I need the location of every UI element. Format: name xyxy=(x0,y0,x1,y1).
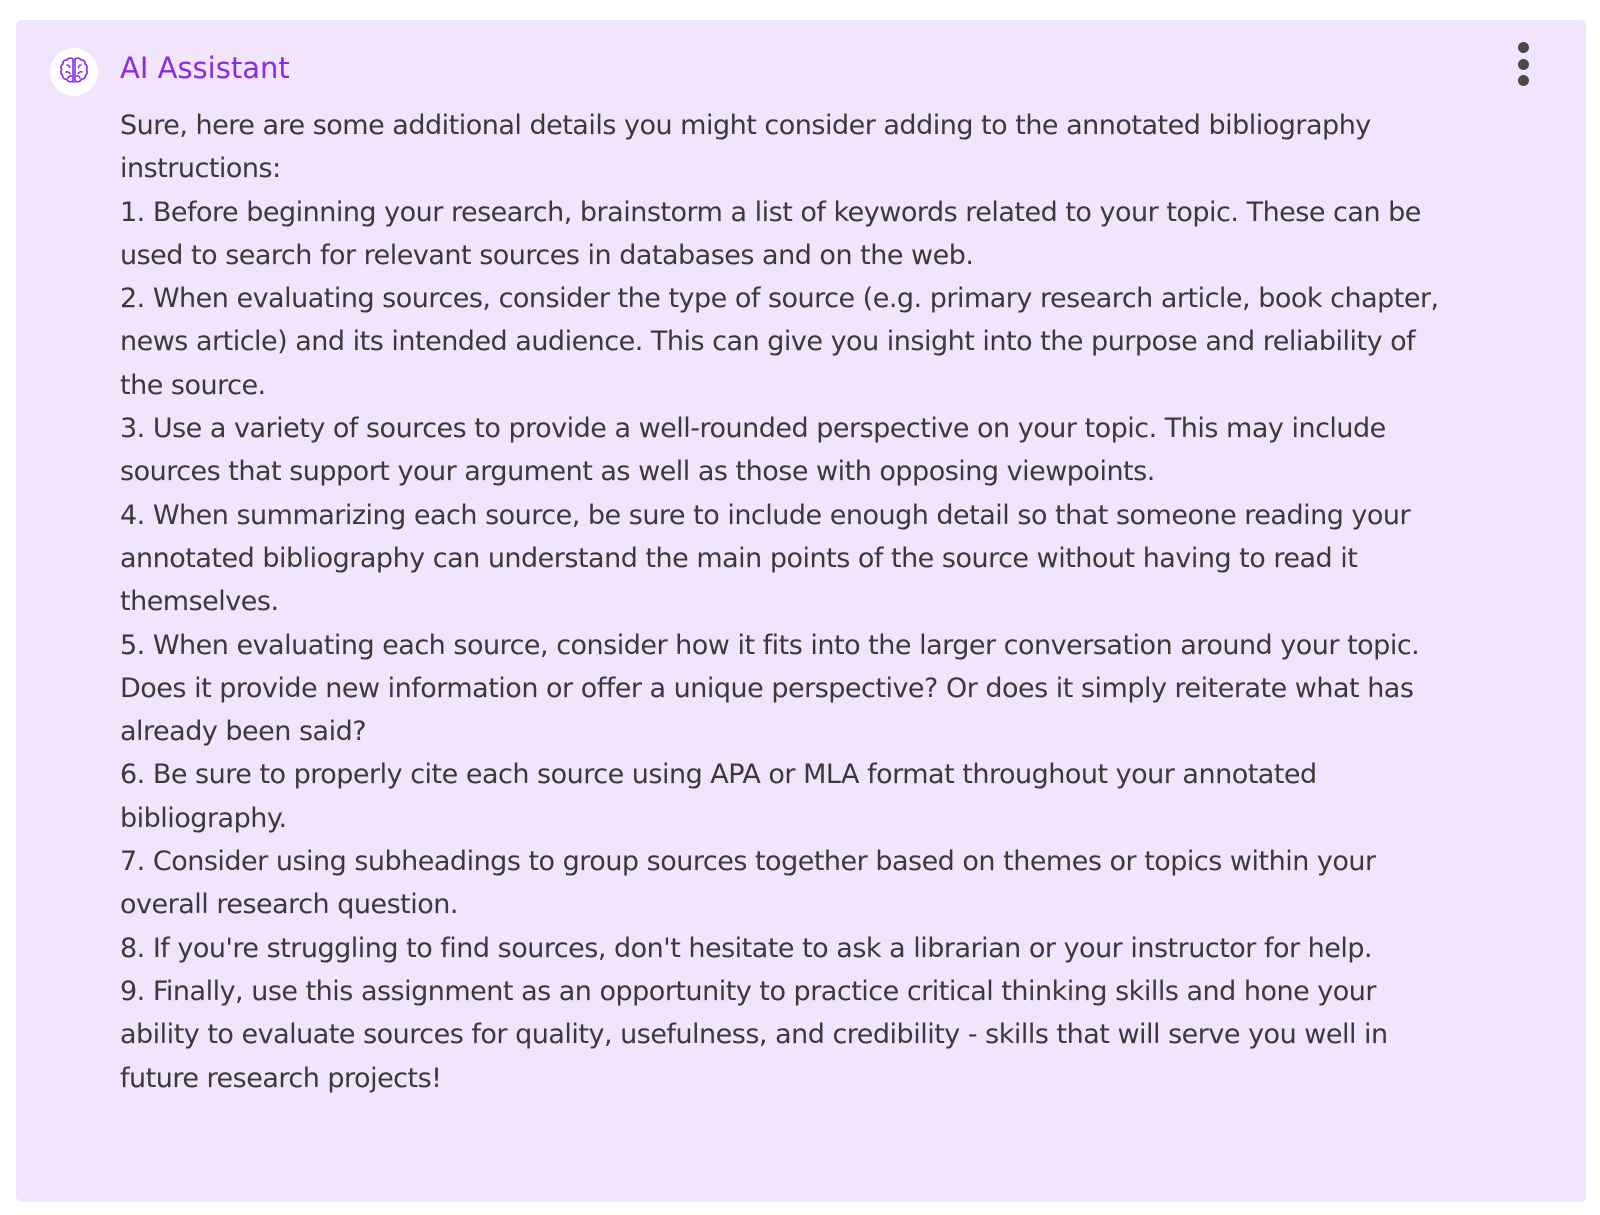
more-vertical-icon-dot xyxy=(1518,75,1529,86)
more-vertical-icon-dot xyxy=(1518,59,1529,70)
list-item: 7. Consider using subheadings to group sources together based on themes or topics within your overall research question. xyxy=(120,846,1376,921)
message-intro: Sure, here are some additional details you might consider adding to the annotated bibliography instructions: xyxy=(120,110,1371,185)
message-body xyxy=(120,104,1460,1100)
list-item: 1. Before beginning your research, brainstorm a list of keywords related to your topic. These can be used to search for relevant sources in databases and on the web. xyxy=(120,196,1421,271)
list-item: 3. Use a variety of sources to provide a well-rounded perspective on your topic. This may include sources that support your argument as well as those with opposing viewpoints. xyxy=(120,413,1386,488)
brain-icon xyxy=(56,54,92,90)
list-item: 2. When evaluating sources, consider the type of source (e.g. primary research article, book chapter, news article) and its intended audience. This can give you insight into the purpose and reliability of the source. xyxy=(120,283,1439,401)
assistant-avatar xyxy=(50,48,98,96)
list-item: 6. Be sure to properly cite each source using APA or MLA format throughout your annotated bibliography. xyxy=(120,759,1317,834)
more-options-button[interactable] xyxy=(1508,38,1538,90)
sender-name: AI Assistant xyxy=(120,51,290,85)
list-item: 8. If you're struggling to find sources, don't hesitate to ask a librarian or your instructor for help. xyxy=(120,932,1373,964)
assistant-message-card xyxy=(16,20,1586,1202)
list-item: 5. When evaluating each source, consider how it fits into the larger conversation around your topic. Does it provide new information or offer a unique perspective? Or does it simply reiterate what has already been said? xyxy=(120,629,1420,748)
more-vertical-icon xyxy=(1518,42,1529,53)
list-item: 4. When summarizing each source, be sure to include enough detail so that someone reading your annotated bibliography can understand the main points of the source without having to read it themselves. xyxy=(120,499,1411,618)
list-item: 9. Finally, use this assignment as an opportunity to practice critical thinking skills and hone your ability to evaluate sources for quality, usefulness, and credibility - skills that will serve you well in future research projects! xyxy=(120,975,1388,1094)
